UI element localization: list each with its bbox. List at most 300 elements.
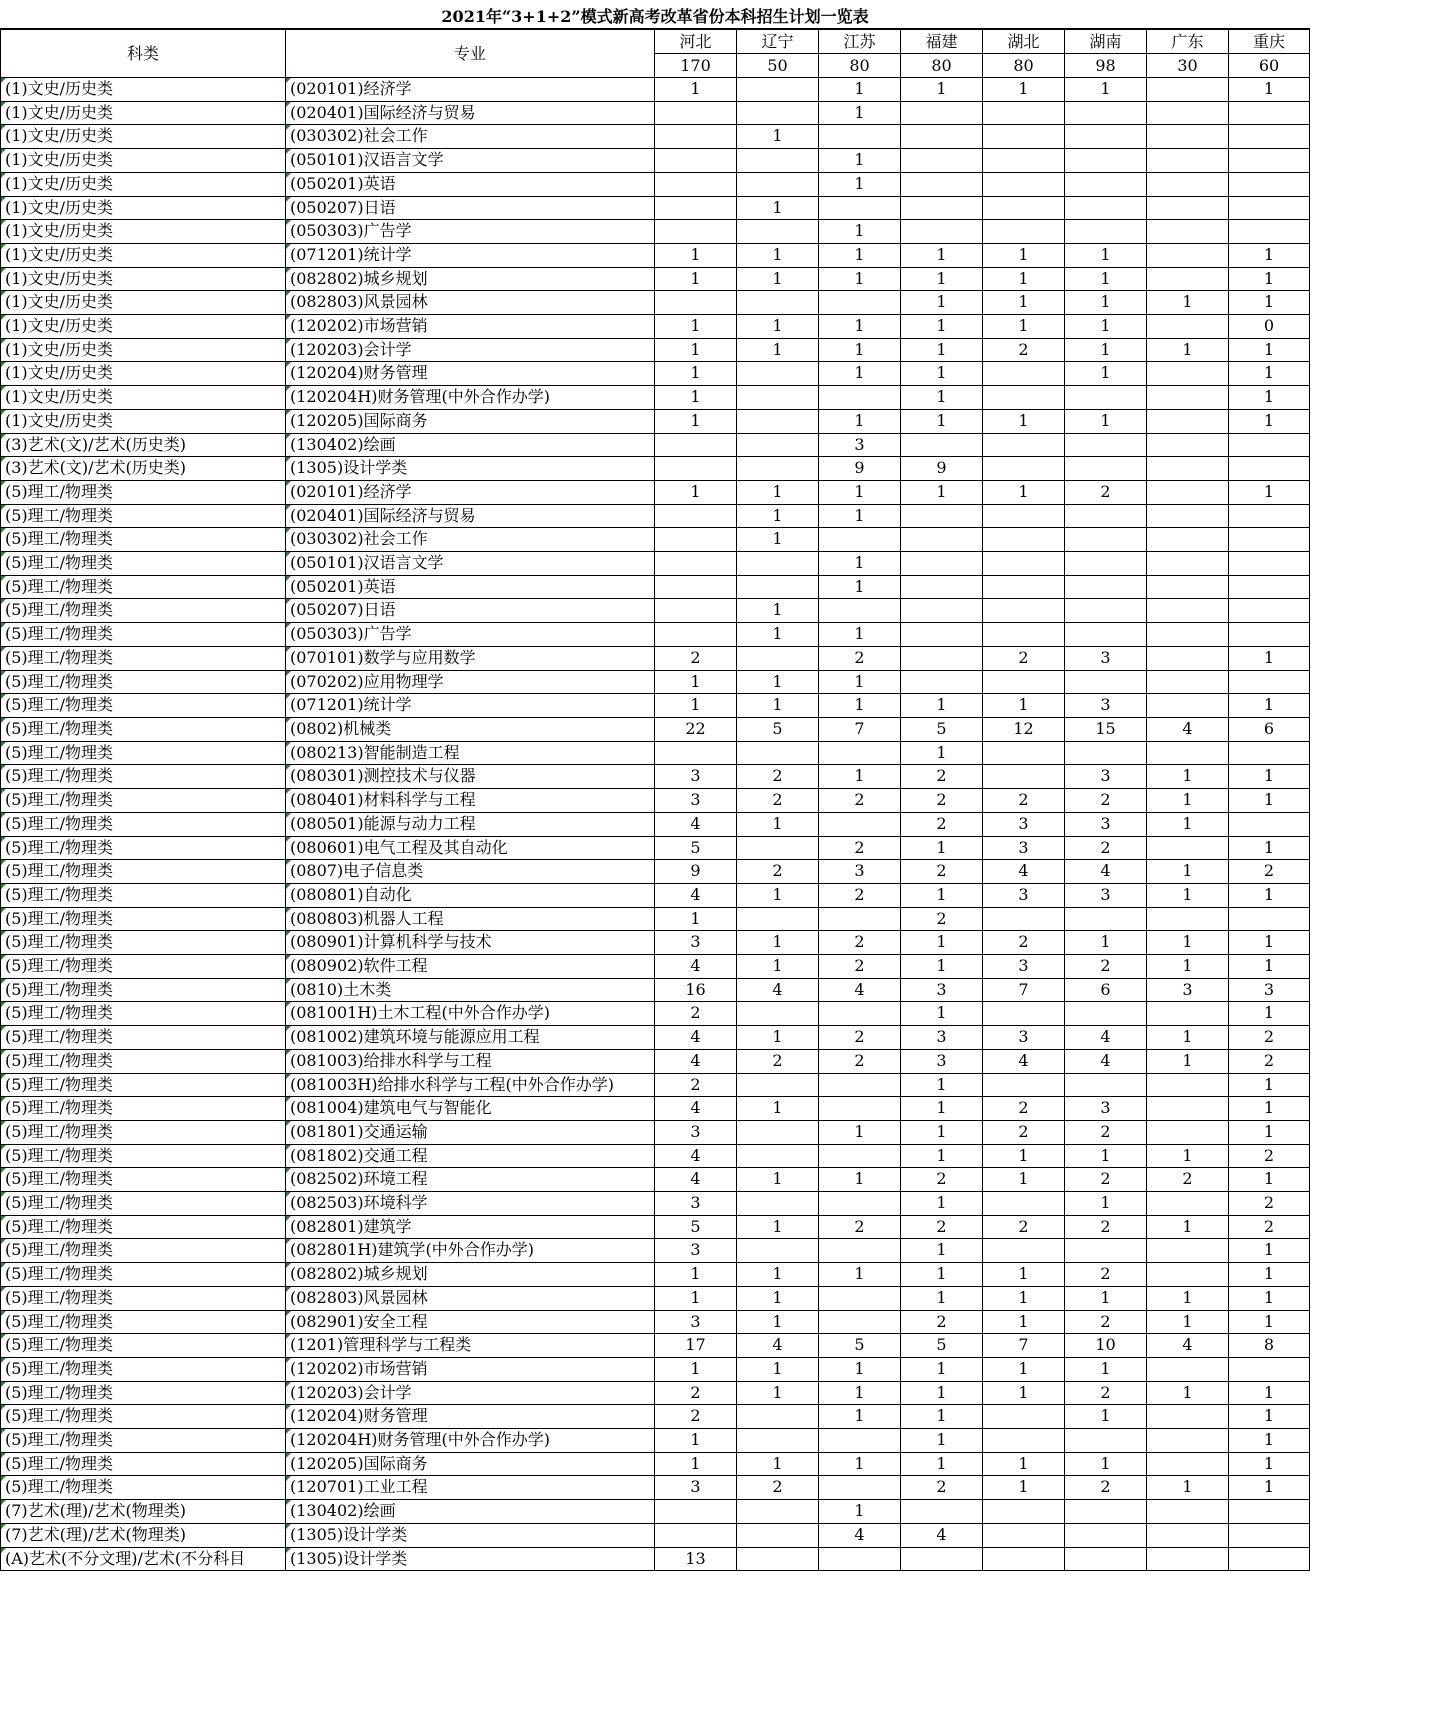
category-cell: (5)理工/物理类 xyxy=(1,812,286,836)
table-row xyxy=(1,907,1310,931)
quota-cell: 3 xyxy=(655,1120,737,1144)
quota-cell xyxy=(1065,1239,1147,1263)
quota-cell xyxy=(737,101,819,125)
quota-cell: 3 xyxy=(1065,765,1147,789)
quota-cell xyxy=(901,599,983,623)
quota-cell: 1 xyxy=(655,1263,737,1287)
category-cell: (5)理工/物理类 xyxy=(1,741,286,765)
table-row xyxy=(1,1334,1310,1358)
quota-cell: 1 xyxy=(655,362,737,386)
major-cell: (070101)数学与应用数学 xyxy=(286,646,655,670)
quota-cell: 9 xyxy=(901,457,983,481)
quota-cell xyxy=(1147,907,1229,931)
quota-cell: 2 xyxy=(1065,1215,1147,1239)
major-cell: (050201)英语 xyxy=(286,575,655,599)
quota-cell xyxy=(983,552,1065,576)
quota-cell: 1 xyxy=(901,291,983,315)
quota-cell xyxy=(983,907,1065,931)
table-row xyxy=(1,409,1310,433)
category-cell: (7)艺术(理)/艺术(物理类) xyxy=(1,1500,286,1524)
quota-cell xyxy=(737,409,819,433)
major-cell: (080803)机器人工程 xyxy=(286,907,655,931)
quota-cell: 1 xyxy=(737,338,819,362)
quota-cell: 1 xyxy=(655,409,737,433)
quota-cell: 1 xyxy=(983,1286,1065,1310)
quota-cell xyxy=(1147,315,1229,339)
quota-cell xyxy=(737,1239,819,1263)
quota-cell: 1 xyxy=(1229,291,1310,315)
quota-cell: 1 xyxy=(901,1073,983,1097)
quota-cell xyxy=(737,433,819,457)
quota-cell xyxy=(737,78,819,102)
quota-cell: 5 xyxy=(655,1215,737,1239)
category-cell: (5)理工/物理类 xyxy=(1,789,286,813)
quota-cell xyxy=(819,1286,901,1310)
table-row xyxy=(1,315,1310,339)
quota-cell: 1 xyxy=(901,741,983,765)
table-row xyxy=(1,480,1310,504)
quota-cell xyxy=(983,741,1065,765)
quota-cell: 1 xyxy=(737,1452,819,1476)
quota-cell: 1 xyxy=(1229,338,1310,362)
quota-cell: 1 xyxy=(1147,812,1229,836)
quota-cell: 6 xyxy=(1229,717,1310,741)
quota-cell: 1 xyxy=(737,196,819,220)
table-row xyxy=(1,172,1310,196)
quota-cell xyxy=(1229,623,1310,647)
quota-cell xyxy=(737,1523,819,1547)
quota-cell: 1 xyxy=(819,1500,901,1524)
header-province: 湖南 xyxy=(1065,30,1147,54)
header-province-total: 60 xyxy=(1229,54,1310,78)
major-cell: (020101)经济学 xyxy=(286,480,655,504)
quota-cell: 8 xyxy=(1229,1334,1310,1358)
quota-cell xyxy=(1229,457,1310,481)
table-row xyxy=(1,291,1310,315)
quota-cell: 1 xyxy=(1229,1310,1310,1334)
major-cell: (082901)安全工程 xyxy=(286,1310,655,1334)
quota-cell: 2 xyxy=(819,931,901,955)
quota-cell: 1 xyxy=(655,670,737,694)
category-cell: (5)理工/物理类 xyxy=(1,1452,286,1476)
quota-cell xyxy=(1147,836,1229,860)
table-row xyxy=(1,883,1310,907)
quota-cell xyxy=(655,220,737,244)
quota-cell: 2 xyxy=(901,812,983,836)
major-cell: (080901)计算机科学与技术 xyxy=(286,931,655,955)
quota-cell xyxy=(655,433,737,457)
quota-cell xyxy=(1147,1357,1229,1381)
quota-cell xyxy=(655,623,737,647)
quota-cell xyxy=(1147,433,1229,457)
quota-cell xyxy=(737,172,819,196)
major-cell: (070202)应用物理学 xyxy=(286,670,655,694)
table-row xyxy=(1,646,1310,670)
quota-cell xyxy=(737,1429,819,1453)
quota-cell: 1 xyxy=(1229,362,1310,386)
quota-cell: 2 xyxy=(737,789,819,813)
quota-cell: 1 xyxy=(819,267,901,291)
category-cell: (5)理工/物理类 xyxy=(1,1144,286,1168)
quota-cell xyxy=(737,1405,819,1429)
quota-cell xyxy=(1065,1523,1147,1547)
quota-cell: 2 xyxy=(655,1405,737,1429)
quota-cell: 1 xyxy=(819,1405,901,1429)
quota-cell: 2 xyxy=(983,338,1065,362)
quota-cell: 2 xyxy=(1229,1049,1310,1073)
quota-cell xyxy=(983,433,1065,457)
category-cell: (5)理工/物理类 xyxy=(1,907,286,931)
quota-cell: 3 xyxy=(819,860,901,884)
quota-cell xyxy=(1065,386,1147,410)
quota-cell: 1 xyxy=(1147,1310,1229,1334)
quota-cell xyxy=(983,575,1065,599)
category-cell: (5)理工/物理类 xyxy=(1,623,286,647)
quota-cell xyxy=(819,1429,901,1453)
major-cell: (1305)设计学类 xyxy=(286,1523,655,1547)
table-row xyxy=(1,267,1310,291)
quota-cell xyxy=(1229,220,1310,244)
category-cell: (5)理工/物理类 xyxy=(1,883,286,907)
quota-cell xyxy=(983,528,1065,552)
quota-cell: 1 xyxy=(1065,338,1147,362)
major-cell: (030302)社会工作 xyxy=(286,125,655,149)
major-cell: (080401)材料科学与工程 xyxy=(286,789,655,813)
quota-cell: 4 xyxy=(1147,1334,1229,1358)
quota-cell: 2 xyxy=(737,1476,819,1500)
quota-cell: 13 xyxy=(655,1547,737,1571)
quota-cell xyxy=(1065,196,1147,220)
quota-cell: 1 xyxy=(737,812,819,836)
quota-cell: 1 xyxy=(901,362,983,386)
category-cell: (5)理工/物理类 xyxy=(1,1239,286,1263)
quota-cell xyxy=(1065,1500,1147,1524)
quota-cell: 2 xyxy=(983,1215,1065,1239)
quota-cell: 1 xyxy=(737,955,819,979)
quota-cell: 4 xyxy=(737,978,819,1002)
major-cell: (050101)汉语言文学 xyxy=(286,552,655,576)
major-cell: (080301)测控技术与仪器 xyxy=(286,765,655,789)
major-cell: (080213)智能制造工程 xyxy=(286,741,655,765)
quota-cell xyxy=(655,196,737,220)
table-row xyxy=(1,386,1310,410)
quota-cell: 2 xyxy=(901,1476,983,1500)
quota-cell: 1 xyxy=(819,1168,901,1192)
quota-cell: 1 xyxy=(819,243,901,267)
quota-cell: 1 xyxy=(737,315,819,339)
quota-cell: 1 xyxy=(1065,1192,1147,1216)
quota-cell xyxy=(1065,741,1147,765)
quota-cell xyxy=(1065,552,1147,576)
category-cell: (5)理工/物理类 xyxy=(1,1357,286,1381)
quota-cell: 1 xyxy=(819,362,901,386)
major-cell: (0810)土木类 xyxy=(286,978,655,1002)
quota-cell: 1 xyxy=(1229,1168,1310,1192)
quota-cell: 1 xyxy=(1229,1097,1310,1121)
quota-cell: 2 xyxy=(737,860,819,884)
quota-cell: 2 xyxy=(901,860,983,884)
quota-cell: 1 xyxy=(819,765,901,789)
quota-cell xyxy=(1065,1429,1147,1453)
quota-cell: 1 xyxy=(819,1381,901,1405)
header-province-total: 80 xyxy=(901,54,983,78)
major-cell: (050201)英语 xyxy=(286,172,655,196)
quota-cell: 2 xyxy=(1065,1310,1147,1334)
quota-cell xyxy=(1065,172,1147,196)
major-cell: (080902)软件工程 xyxy=(286,955,655,979)
quota-cell: 3 xyxy=(1147,978,1229,1002)
quota-cell xyxy=(1147,386,1229,410)
quota-cell xyxy=(983,172,1065,196)
quota-cell xyxy=(983,670,1065,694)
major-cell: (071201)统计学 xyxy=(286,694,655,718)
quota-cell: 1 xyxy=(983,1381,1065,1405)
quota-cell: 1 xyxy=(1229,1263,1310,1287)
quota-cell xyxy=(819,741,901,765)
quota-cell xyxy=(737,741,819,765)
header-province-total: 80 xyxy=(983,54,1065,78)
quota-cell: 1 xyxy=(655,907,737,931)
quota-cell xyxy=(901,125,983,149)
quota-cell: 1 xyxy=(1147,931,1229,955)
quota-cell: 1 xyxy=(819,78,901,102)
quota-cell: 1 xyxy=(819,1357,901,1381)
quota-cell: 3 xyxy=(655,765,737,789)
table-row xyxy=(1,1263,1310,1287)
header-province: 辽宁 xyxy=(737,30,819,54)
table-row xyxy=(1,220,1310,244)
table-row xyxy=(1,243,1310,267)
quota-cell xyxy=(1147,267,1229,291)
category-cell: (5)理工/物理类 xyxy=(1,528,286,552)
quota-cell: 1 xyxy=(901,480,983,504)
quota-cell: 1 xyxy=(819,1120,901,1144)
quota-cell xyxy=(983,125,1065,149)
quota-cell: 3 xyxy=(901,1026,983,1050)
major-cell: (081801)交通运输 xyxy=(286,1120,655,1144)
quota-cell xyxy=(1147,1429,1229,1453)
quota-cell: 10 xyxy=(1065,1334,1147,1358)
quota-cell xyxy=(1229,552,1310,576)
quota-cell: 2 xyxy=(1065,480,1147,504)
table-row xyxy=(1,1144,1310,1168)
quota-cell: 1 xyxy=(1147,1215,1229,1239)
quota-cell xyxy=(1147,1097,1229,1121)
quota-cell xyxy=(819,386,901,410)
table-row xyxy=(1,1381,1310,1405)
quota-cell: 3 xyxy=(819,433,901,457)
quota-cell: 4 xyxy=(1147,717,1229,741)
quota-cell xyxy=(819,291,901,315)
header-province-total: 30 xyxy=(1147,54,1229,78)
quota-cell: 2 xyxy=(737,1049,819,1073)
quota-cell xyxy=(901,646,983,670)
quota-cell: 1 xyxy=(901,1144,983,1168)
header-category: 科类 xyxy=(1,30,286,78)
quota-cell xyxy=(1147,528,1229,552)
page-title: 2021年“3+1+2”模式新高考改革省份本科招生计划一览表 xyxy=(0,0,1310,29)
quota-cell: 4 xyxy=(655,883,737,907)
quota-cell xyxy=(655,1523,737,1547)
quota-cell xyxy=(737,1120,819,1144)
quota-cell: 1 xyxy=(655,480,737,504)
quota-cell: 2 xyxy=(737,765,819,789)
quota-cell: 1 xyxy=(819,1452,901,1476)
quota-cell: 1 xyxy=(655,694,737,718)
quota-cell: 3 xyxy=(655,1192,737,1216)
quota-cell: 1 xyxy=(1229,1405,1310,1429)
quota-cell: 7 xyxy=(819,717,901,741)
quota-cell xyxy=(1147,220,1229,244)
quota-cell xyxy=(1147,646,1229,670)
category-cell: (1)文史/历史类 xyxy=(1,125,286,149)
quota-cell: 1 xyxy=(1229,78,1310,102)
quota-cell: 1 xyxy=(901,386,983,410)
quota-cell: 1 xyxy=(737,1310,819,1334)
quota-cell: 3 xyxy=(655,1310,737,1334)
major-cell: (130402)绘画 xyxy=(286,1500,655,1524)
quota-cell xyxy=(1229,599,1310,623)
table-row xyxy=(1,1547,1310,1571)
table-row xyxy=(1,717,1310,741)
quota-cell: 1 xyxy=(1229,1381,1310,1405)
quota-cell: 1 xyxy=(737,267,819,291)
major-cell: (120204)财务管理 xyxy=(286,1405,655,1429)
quota-cell xyxy=(655,599,737,623)
quota-cell xyxy=(1229,1357,1310,1381)
quota-cell xyxy=(1065,1547,1147,1571)
quota-cell: 1 xyxy=(1147,860,1229,884)
quota-cell: 1 xyxy=(901,1097,983,1121)
category-cell: (1)文史/历史类 xyxy=(1,243,286,267)
major-cell: (082502)环境工程 xyxy=(286,1168,655,1192)
table-row xyxy=(1,789,1310,813)
quota-cell xyxy=(819,1310,901,1334)
quota-cell: 3 xyxy=(983,883,1065,907)
quota-cell: 1 xyxy=(737,504,819,528)
quota-cell: 1 xyxy=(655,78,737,102)
major-cell: (081003)给排水科学与工程 xyxy=(286,1049,655,1073)
quota-cell: 4 xyxy=(655,1144,737,1168)
quota-cell xyxy=(1229,433,1310,457)
quota-cell: 1 xyxy=(737,883,819,907)
quota-cell: 1 xyxy=(901,315,983,339)
quota-cell: 1 xyxy=(819,670,901,694)
quota-cell: 1 xyxy=(983,480,1065,504)
quota-cell: 1 xyxy=(819,220,901,244)
quota-cell xyxy=(901,101,983,125)
quota-cell xyxy=(983,1073,1065,1097)
quota-cell: 1 xyxy=(901,883,983,907)
quota-cell: 4 xyxy=(655,1097,737,1121)
quota-cell: 1 xyxy=(819,480,901,504)
category-cell: (5)理工/物理类 xyxy=(1,1073,286,1097)
category-cell: (1)文史/历史类 xyxy=(1,267,286,291)
quota-cell: 7 xyxy=(983,978,1065,1002)
enrollment-table xyxy=(0,29,1310,1571)
major-cell: (120204)财务管理 xyxy=(286,362,655,386)
major-cell: (020101)经济学 xyxy=(286,78,655,102)
quota-cell: 1 xyxy=(983,243,1065,267)
table-row xyxy=(1,1500,1310,1524)
quota-cell: 5 xyxy=(737,717,819,741)
quota-cell: 3 xyxy=(655,1476,737,1500)
quota-cell: 16 xyxy=(655,978,737,1002)
category-cell: (1)文史/历史类 xyxy=(1,338,286,362)
table-row xyxy=(1,1073,1310,1097)
quota-cell: 1 xyxy=(819,172,901,196)
quota-cell: 1 xyxy=(901,694,983,718)
quota-cell xyxy=(737,457,819,481)
table-row xyxy=(1,196,1310,220)
quota-cell xyxy=(901,552,983,576)
quota-cell: 2 xyxy=(901,907,983,931)
quota-cell: 1 xyxy=(737,670,819,694)
quota-cell: 1 xyxy=(901,955,983,979)
quota-cell xyxy=(1147,1192,1229,1216)
quota-cell: 5 xyxy=(901,717,983,741)
major-cell: (080501)能源与动力工程 xyxy=(286,812,655,836)
quota-cell: 2 xyxy=(983,1097,1065,1121)
major-cell: (0802)机械类 xyxy=(286,717,655,741)
quota-cell xyxy=(819,1192,901,1216)
quota-cell xyxy=(819,125,901,149)
category-cell: (5)理工/物理类 xyxy=(1,955,286,979)
quota-cell: 3 xyxy=(983,836,1065,860)
major-cell: (050303)广告学 xyxy=(286,220,655,244)
quota-cell: 1 xyxy=(983,1476,1065,1500)
major-cell: (081003H)给排水科学与工程(中外合作办学) xyxy=(286,1073,655,1097)
quota-cell: 3 xyxy=(901,978,983,1002)
quota-cell xyxy=(1065,528,1147,552)
quota-cell: 1 xyxy=(1147,1381,1229,1405)
quota-cell: 1 xyxy=(901,243,983,267)
table-row xyxy=(1,338,1310,362)
quota-cell xyxy=(901,196,983,220)
quota-cell xyxy=(1065,1002,1147,1026)
quota-cell: 1 xyxy=(655,1429,737,1453)
quota-cell: 4 xyxy=(819,978,901,1002)
table-row xyxy=(1,765,1310,789)
major-cell: (120203)会计学 xyxy=(286,338,655,362)
quota-cell: 1 xyxy=(1065,291,1147,315)
table-row xyxy=(1,1120,1310,1144)
quota-cell xyxy=(1147,504,1229,528)
quota-cell xyxy=(819,1547,901,1571)
major-cell: (082503)环境科学 xyxy=(286,1192,655,1216)
quota-cell: 2 xyxy=(983,1120,1065,1144)
quota-cell xyxy=(1229,125,1310,149)
table-row xyxy=(1,599,1310,623)
quota-cell xyxy=(1147,552,1229,576)
header-major: 专业 xyxy=(286,30,655,78)
quota-cell: 1 xyxy=(983,694,1065,718)
quota-cell xyxy=(1147,1547,1229,1571)
quota-cell xyxy=(1065,504,1147,528)
quota-cell: 1 xyxy=(655,243,737,267)
quota-cell: 1 xyxy=(1229,883,1310,907)
quota-cell xyxy=(737,907,819,931)
major-cell: (120204H)财务管理(中外合作办学) xyxy=(286,1429,655,1453)
quota-cell: 1 xyxy=(655,267,737,291)
quota-cell xyxy=(1147,125,1229,149)
table-row xyxy=(1,1452,1310,1476)
quota-cell xyxy=(655,504,737,528)
quota-cell: 1 xyxy=(901,1429,983,1453)
major-cell: (120202)市场营销 xyxy=(286,315,655,339)
quota-cell: 4 xyxy=(655,1049,737,1073)
quota-cell xyxy=(983,386,1065,410)
